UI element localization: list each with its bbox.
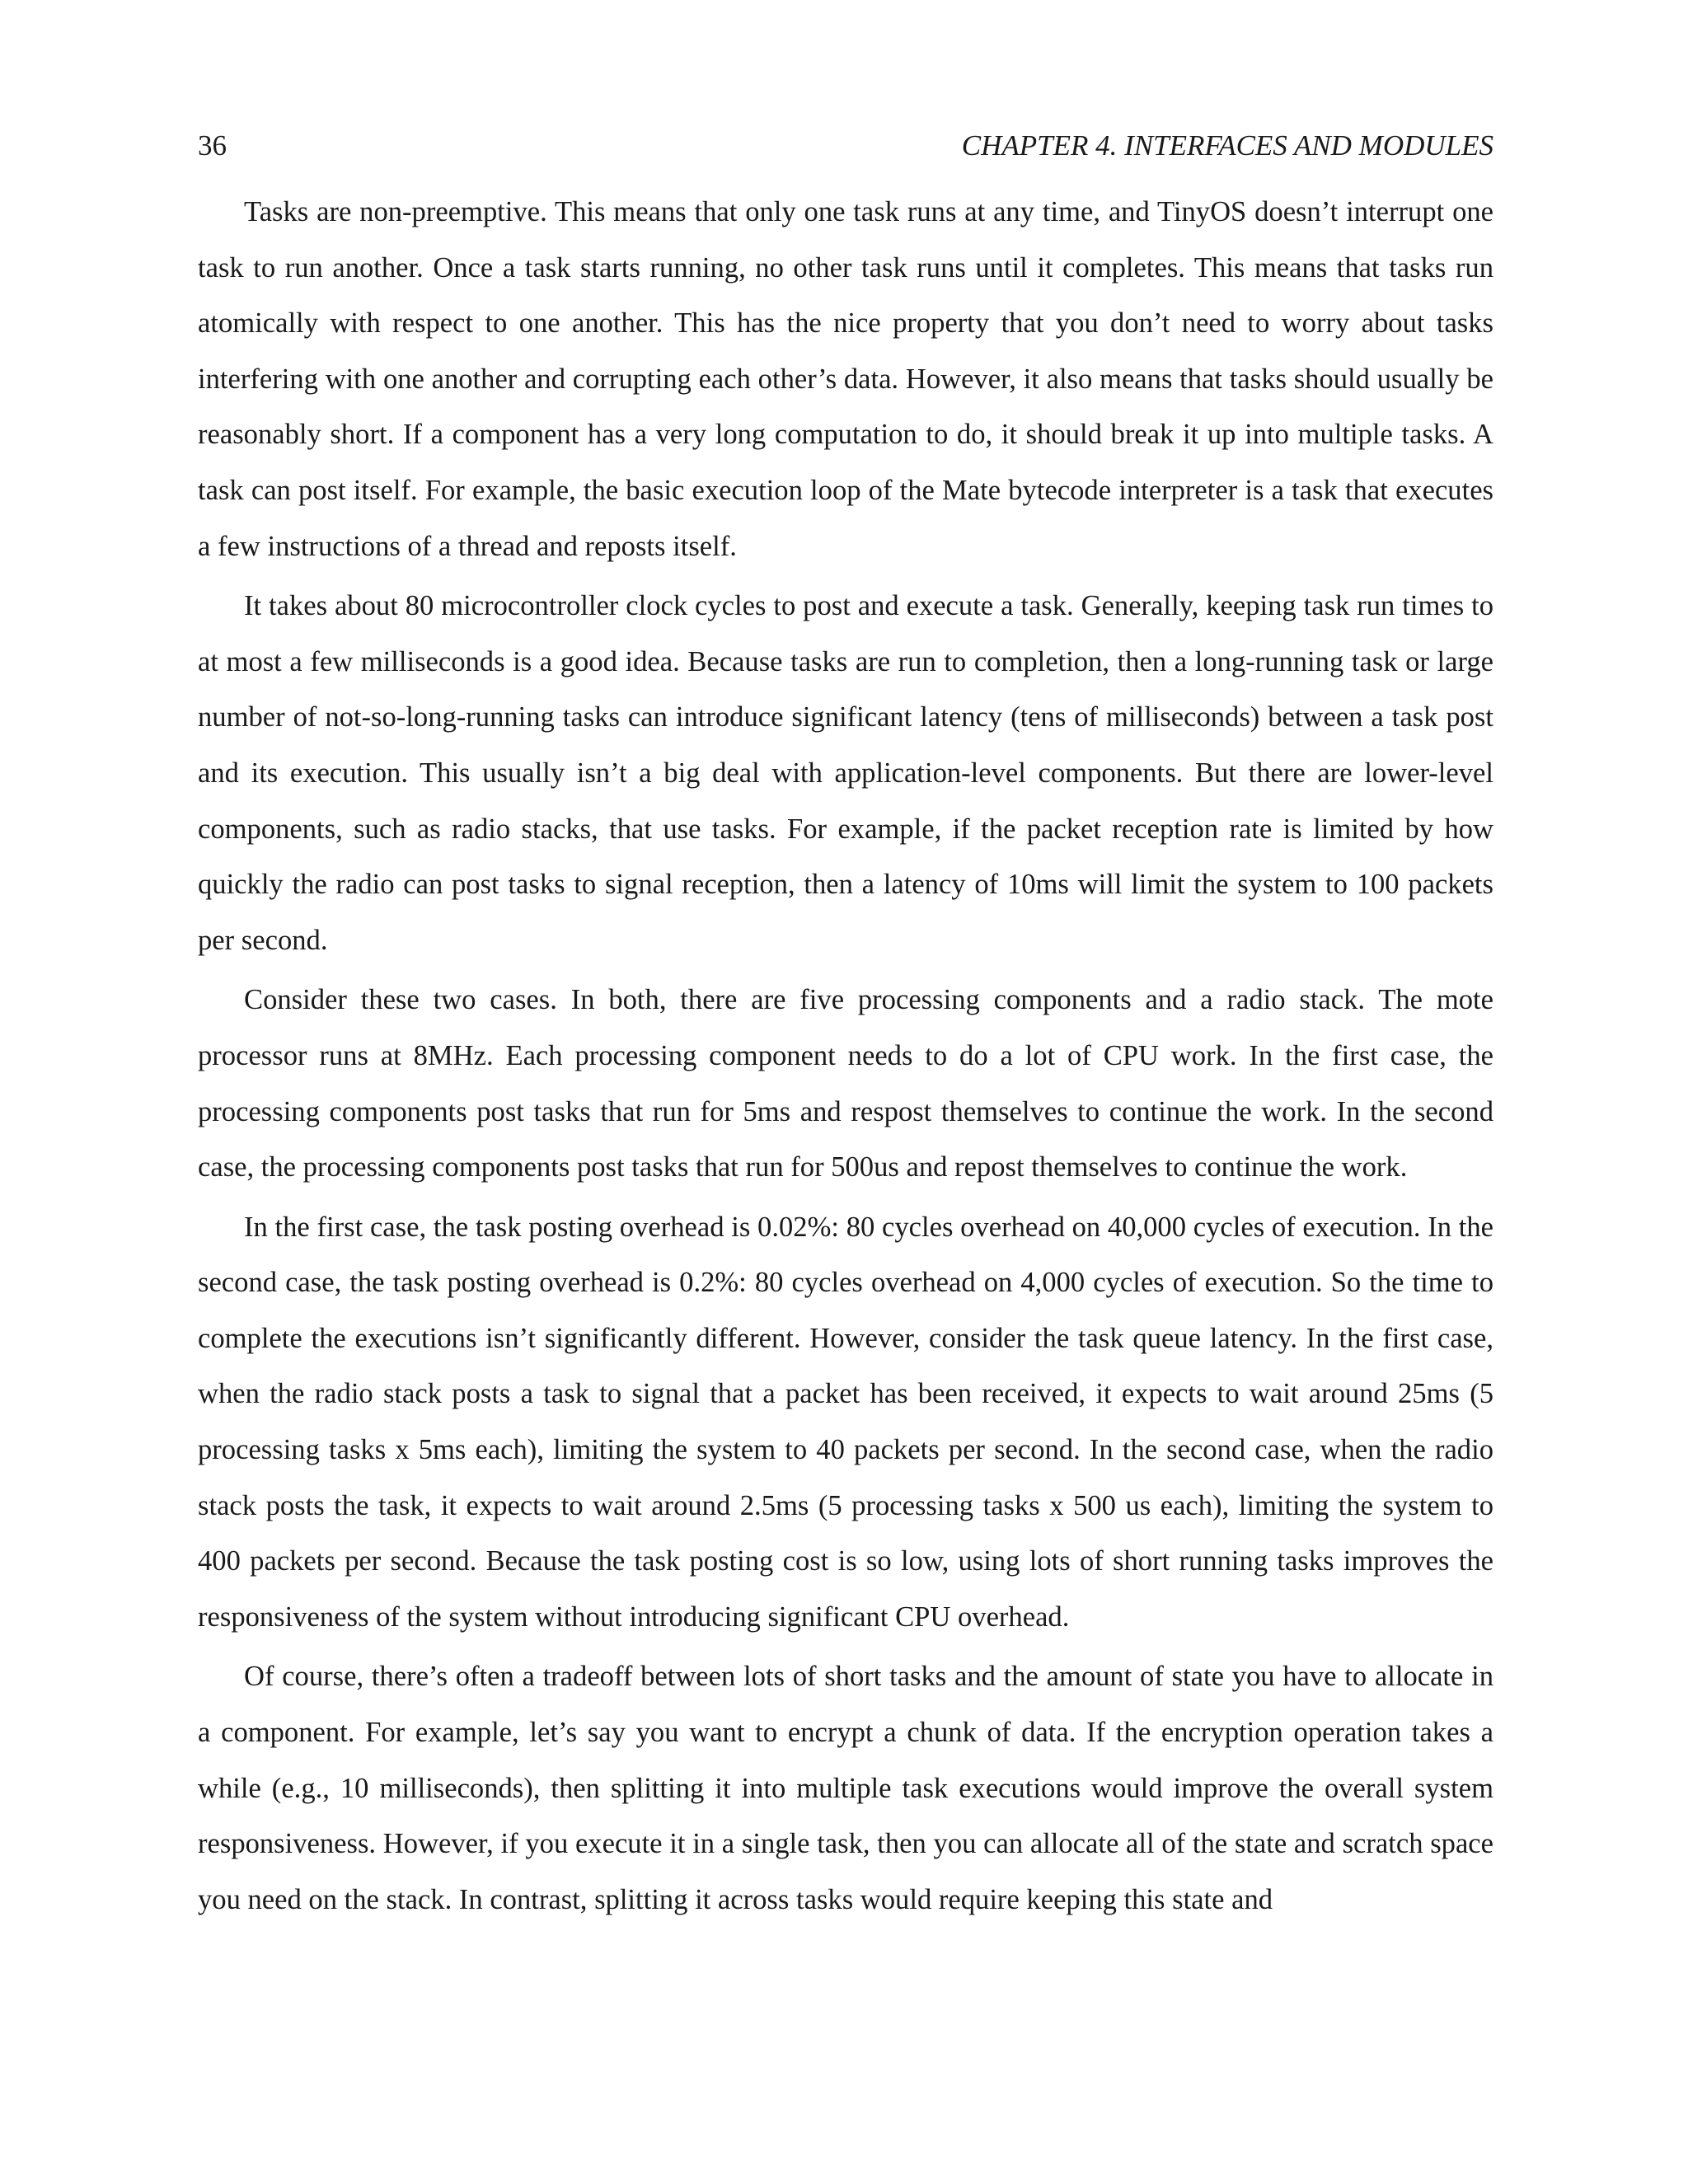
body-text	[198, 185, 1493, 1928]
page-number: 36	[198, 129, 227, 162]
running-header	[198, 124, 1493, 168]
book-page	[198, 124, 1493, 1932]
paragraph-tradeoff: Of course, there’s often a tradeoff between lots of short tasks and the amount of state you have to allocate in a component. For example, let’s say you want to encrypt a chunk of data. If the encryption operation takes a while (e.g., 10 milliseconds), then splitting it into multiple task executions would improve the overall system responsiveness. However, if you execute it in a single task, then you can allocate all of the state and scratch space you need on the stack. In contrast, splitting it across tasks would require keeping this state and	[198, 1661, 1493, 1915]
paragraph-overhead-comparison: In the first case, the task posting overhead is 0.02%: 80 cycles overhead on 40,000 cycles of execution. In the second case, the task posting overhead is 0.2%: 80 cycles overhead on 4,000 cycles of execution. So the time to complete the executions isn’t significantly different. However, consider the task queue latency. In the first case, when the radio stack posts a task to signal that a packet has been received, it expects to wait around 25ms (5 processing tasks x 5ms each), limiting the system to 40 packets per second. In the second case, when the radio stack posts the task, it expects to wait around 2.5ms (5 processing tasks x 500 us each), limiting the system to 400 packets per second. Because the task posting cost is so low, using lots of short running tasks improves the responsiveness of the system without introducing significant CPU overhead.	[198, 1211, 1493, 1633]
paragraph-task-nonpreemptive: Tasks are non-preemptive. This means that only one task runs at any time, and TinyOS doesn’t interrupt one task to run another. Once a task starts running, no other task runs until it completes. This means that tasks run atomically with respect to one another. This has the nice property that you don’t need to worry about tasks interfering with one another and corrupting each other’s data. However, it also means that tasks should usually be reasonably short. If a component has a very long computation to do, it should break it up into multiple tasks. A task can post itself. For example, the basic execution loop of the Mate bytecode interpreter is a task that executes a few instructions of a thread and reposts itself.	[198, 196, 1493, 562]
paragraph-task-cost: It takes about 80 microcontroller clock cycles to post and execute a task. Generally, keeping task run times to at most a few milliseconds is a good idea. Because tasks are run to completion, then a long-running task or large number of not-so-long-running tasks can introduce significant latency (tens of milliseconds) between a task post and its execution. This usually isn’t a big deal with application-level components. But there are lower-level components, such as radio stacks, that use tasks. For example, if the packet reception rate is limited by how quickly the radio can post tasks to signal reception, then a latency of 10ms will limit the system to 100 packets per second.	[198, 590, 1493, 956]
chapter-title: CHAPTER 4. INTERFACES AND MODULES	[961, 129, 1493, 162]
paragraph-two-cases: Consider these two cases. In both, there are five processing components and a radio stack. The mote processor runs at 8MHz. Each processing component needs to do a lot of CPU work. In the first case, the processing components post tasks that run for 5ms and respost themselves to continue the work. In the second case, the processing components post tasks that run for 500us and repost themselves to continue the work.	[198, 984, 1493, 1183]
